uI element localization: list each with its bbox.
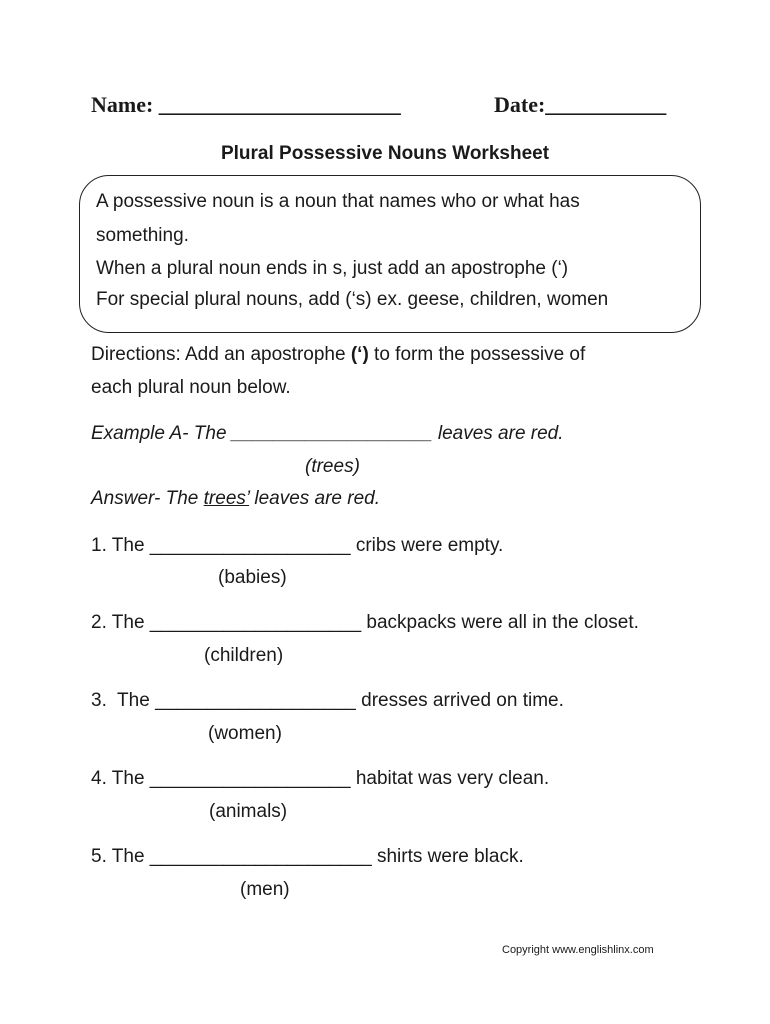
rule-line-1: When a plural noun ends in s, just add an apostrophe (‘)	[96, 258, 569, 279]
copyright-footer: Copyright www.englishlinx.com	[502, 944, 654, 956]
directions-line-1	[91, 344, 585, 366]
directions-apostrophe: (‘)	[350, 344, 369, 365]
definition-line-2: something.	[96, 225, 189, 246]
answer-prefix: Answer- The	[91, 488, 204, 509]
question-1-hint: (babies)	[218, 567, 287, 588]
definition-line-1: A possessive noun is a noun that names who or what has	[96, 191, 580, 212]
worksheet-title: Plural Possessive Nouns Worksheet	[220, 143, 550, 164]
answer-word: trees’	[203, 488, 250, 509]
example-sentence: Example A- The ___________________ leaves are red.	[91, 423, 564, 444]
answer-suffix: leaves are red.	[249, 488, 381, 509]
question-3-hint: (women)	[208, 723, 282, 744]
question-4-hint: (animals)	[209, 801, 288, 822]
date-field-label: Date:___________	[494, 92, 667, 117]
question-5: 5. The _____________________ shirts were black.	[91, 846, 524, 867]
example-answer	[91, 488, 380, 510]
question-4: 4. The ___________________ habitat was very clean.	[91, 768, 550, 789]
example-hint: (trees)	[305, 456, 360, 477]
question-1: 1. The ___________________ cribs were empty.	[91, 535, 504, 556]
name-field-label: Name: ______________________	[91, 92, 401, 117]
directions-line-2: each plural noun below.	[91, 377, 291, 398]
question-2-hint: (children)	[204, 645, 284, 666]
rule-line-2: For special plural nouns, add (‘s) ex. geese, children, women	[96, 289, 609, 310]
question-2: 2. The ____________________ backpacks were all in the closet.	[91, 612, 639, 633]
question-5-hint: (men)	[240, 879, 290, 900]
directions-text-b: to form the possessive of	[368, 344, 586, 365]
directions-text-a: Directions: Add an apostrophe	[91, 344, 351, 365]
question-3: 3. The ___________________ dresses arrived on time.	[91, 690, 564, 711]
